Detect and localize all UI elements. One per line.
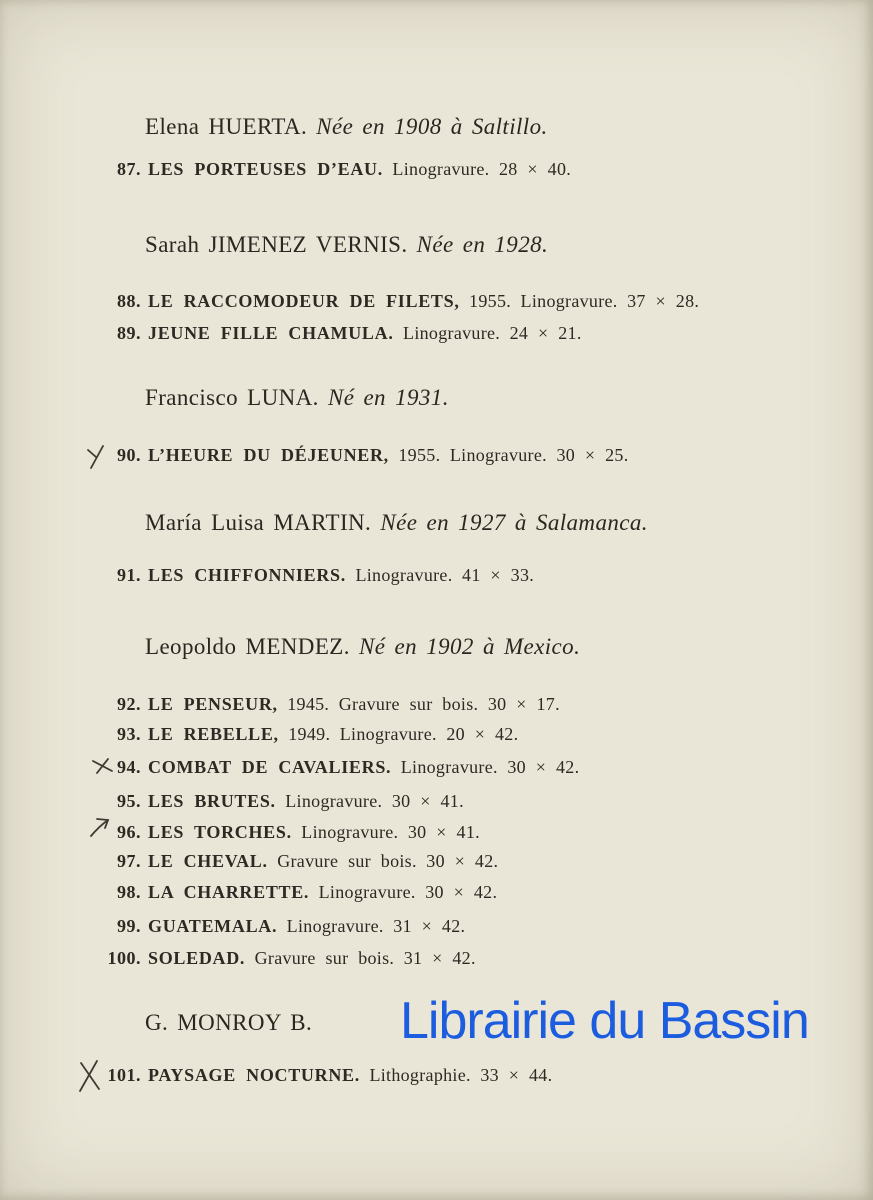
entry-dimensions: 28 × 40. <box>499 159 572 179</box>
entry-medium: Linogravure. <box>286 916 384 936</box>
catalog-entry <box>0 946 476 970</box>
entry-number: 88. <box>117 291 141 311</box>
entry-title: JEUNE FILLE CHAMULA. <box>148 323 394 343</box>
entry-medium: Gravure sur bois. <box>254 948 395 968</box>
entry-title: LES BRUTES. <box>148 791 276 811</box>
entry-text <box>148 692 560 716</box>
entry-medium: Linogravure. <box>392 159 490 179</box>
entry-text <box>148 443 629 467</box>
entry-dimensions: 20 × 42. <box>446 724 519 744</box>
entry-text <box>148 755 579 779</box>
catalog-entry <box>0 722 518 746</box>
artist-heading <box>145 509 648 537</box>
entry-medium: Linogravure. <box>318 882 416 902</box>
entry-title: L’HEURE DU DÉJEUNER, <box>148 445 389 465</box>
catalog-entry <box>0 289 699 313</box>
entry-title: LE REBELLE, <box>148 724 279 744</box>
artist-birth-note: Née en 1927 à Salamanca. <box>380 510 648 535</box>
entry-dimensions: 30 × 42. <box>426 851 499 871</box>
entry-title: LES PORTEUSES D’EAU. <box>148 159 383 179</box>
catalog-entry <box>0 914 465 938</box>
entry-dimensions: 41 × 33. <box>462 565 535 585</box>
entry-dimensions: 24 × 21. <box>509 323 582 343</box>
catalog-entry <box>0 789 464 813</box>
entry-dimensions: 37 × 28. <box>627 291 700 311</box>
catalog-entry <box>0 820 480 844</box>
entry-text <box>148 946 476 970</box>
entry-year: 1955. <box>398 445 441 465</box>
artist-birth-note: Née en 1908 à Saltillo. <box>316 114 548 139</box>
entry-text <box>148 914 465 938</box>
entry-year: 1945. <box>287 694 330 714</box>
artist-name: Francisco LUNA. <box>145 385 319 410</box>
entry-text <box>148 849 498 873</box>
entry-medium: Linogravure. <box>355 565 453 585</box>
entry-number: 93. <box>117 724 141 744</box>
catalog-entry <box>0 443 629 467</box>
catalog-entry <box>0 849 498 873</box>
entry-dimensions: 30 × 42. <box>425 882 498 902</box>
entry-text <box>148 880 497 904</box>
entry-dimensions: 30 × 17. <box>487 694 560 714</box>
catalog-entry <box>0 563 534 587</box>
entry-title: LA CHARRETTE. <box>148 882 310 902</box>
entry-number: 95. <box>117 791 141 811</box>
artist-heading <box>145 633 580 661</box>
entry-number: 99. <box>117 916 141 936</box>
artist-name: Leopoldo MENDEZ. <box>145 634 350 659</box>
entry-title: LES CHIFFONNIERS. <box>148 565 346 585</box>
entry-dimensions: 30 × 41. <box>407 822 480 842</box>
entry-title: COMBAT DE CAVALIERS. <box>148 757 392 777</box>
artist-birth-note: Né en 1902 à Mexico. <box>359 634 581 659</box>
catalog-entry <box>0 880 497 904</box>
entry-medium: Linogravure. <box>449 445 547 465</box>
entry-dimensions: 30 × 25. <box>556 445 629 465</box>
entry-text <box>148 820 480 844</box>
entry-text <box>148 289 699 313</box>
entry-number: 91. <box>117 565 141 585</box>
entry-medium: Linogravure. <box>400 757 498 777</box>
entry-year: 1949. <box>288 724 331 744</box>
entry-text <box>148 1063 552 1087</box>
artist-name: G. MONROY B. <box>145 1010 313 1035</box>
entry-number: 97. <box>117 851 141 871</box>
artist-name: Sarah JIMENEZ VERNIS. <box>145 232 408 257</box>
artist-name: María Luisa MARTIN. <box>145 510 372 535</box>
artist-name: Elena HUERTA. <box>145 114 308 139</box>
entry-text <box>148 789 464 813</box>
entry-text <box>148 321 582 345</box>
entry-title: LE RACCOMODEUR DE FILETS, <box>148 291 460 311</box>
entry-number: 90. <box>117 445 141 465</box>
entry-medium: Linogravure. <box>339 724 437 744</box>
entry-number: 100. <box>107 948 141 968</box>
entry-number: 96. <box>117 822 141 842</box>
entry-medium: Gravure sur bois. <box>338 694 479 714</box>
catalog-entry <box>0 755 579 779</box>
entry-dimensions: 30 × 42. <box>507 757 580 777</box>
artist-heading <box>145 1009 312 1037</box>
entry-title: LE CHEVAL. <box>148 851 268 871</box>
catalog-entry <box>0 692 560 716</box>
artist-birth-note: Née en 1928. <box>416 232 549 257</box>
artist-heading <box>145 231 548 259</box>
entry-dimensions: 31 × 42. <box>403 948 476 968</box>
entry-dimensions: 33 × 44. <box>480 1065 553 1085</box>
artist-heading <box>145 113 548 141</box>
entry-title: SOLEDAD. <box>148 948 246 968</box>
entry-text <box>148 563 534 587</box>
artist-birth-note: Né en 1931. <box>327 385 449 410</box>
entry-dimensions: 31 × 42. <box>393 916 466 936</box>
entry-text <box>148 722 518 746</box>
watermark: Librairie du Bassin <box>400 992 809 1050</box>
entry-title: LES TORCHES. <box>148 822 292 842</box>
entry-title: GUATEMALA. <box>148 916 278 936</box>
catalog-entry <box>0 157 571 181</box>
entry-year: 1955. <box>469 291 512 311</box>
entry-number: 89. <box>117 323 141 343</box>
entry-number: 87. <box>117 159 141 179</box>
entry-number: 98. <box>117 882 141 902</box>
entry-medium: Lithographie. <box>369 1065 471 1085</box>
catalog-entry <box>0 321 582 345</box>
entry-title: PAYSAGE NOCTURNE. <box>148 1065 360 1085</box>
entry-medium: Linogravure. <box>301 822 399 842</box>
entry-medium: Linogravure. <box>520 291 618 311</box>
entry-medium: Gravure sur bois. <box>277 851 417 871</box>
entry-number: 101. <box>107 1065 141 1085</box>
entry-medium: Linogravure. <box>403 323 501 343</box>
catalog-entry <box>0 1063 552 1087</box>
entry-text <box>148 157 571 181</box>
entry-title: LE PENSEUR, <box>148 694 278 714</box>
entry-dimensions: 30 × 41. <box>391 791 464 811</box>
entry-number: 92. <box>117 694 141 714</box>
entry-number: 94. <box>117 757 141 777</box>
artist-heading <box>145 384 449 412</box>
entry-medium: Linogravure. <box>285 791 383 811</box>
